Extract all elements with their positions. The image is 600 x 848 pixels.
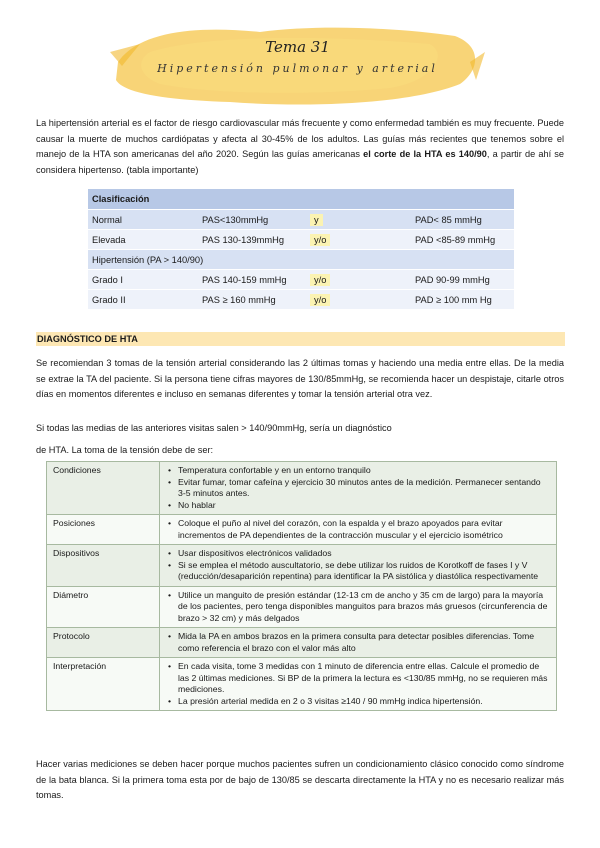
row-name: Grado I — [88, 270, 198, 290]
row-pas: PAS 140-159 mmHg — [198, 270, 306, 290]
intro-bold: el corte de la HTA es 140/90 — [363, 149, 487, 160]
table-row — [47, 658, 557, 711]
intro-text-2: , a partir de ahí se considera hipertenso. (tabla importante) — [36, 149, 564, 175]
list-item: • Mida la PA en ambos brazos en la primera consulta para detectar posibles diferencias. Tome como referencia el brazo con el valor más alto — [178, 631, 550, 654]
list-item: • La presión arterial medida en 2 o 3 visitas ≥140 / 90 mmHg indica hipertensión. — [178, 696, 550, 708]
row-conjunction: y/o — [310, 234, 330, 246]
row-label: Interpretación — [47, 658, 160, 711]
row-pas: PAS<130mmHg — [198, 210, 306, 230]
row-pad: PAD< 85 mmHg — [411, 210, 514, 230]
table-row — [47, 586, 557, 628]
page-subtitle: Hipertensión pulmonar y arterial — [157, 62, 438, 75]
table-row — [47, 628, 557, 658]
table-row — [88, 270, 514, 290]
row-pas: PAS ≥ 160 mmHg — [198, 290, 306, 310]
table-row — [47, 462, 557, 515]
list-item: • Evitar fumar, tomar cafeína y ejercicio 30 minutos antes de la medición. Permanecer sentando 3-5 minutos antes. — [178, 477, 550, 500]
row-label: Posiciones — [47, 515, 160, 545]
row-name: Normal — [88, 210, 198, 230]
intro-text-1: La hipertensión arterial es el factor de riesgo cardiovascular más frecuente y como enfermedad también es muy frecuente. Puede causar la muerte de muchos cardiópatas y afecta al 30-45% de los adultos. Las guías más recientes que tenemos sobre el manejo de la HTA son americanas del año 2020. Según las guías americanas — [36, 118, 564, 160]
list-item: • Si se emplea el método auscultatorio, se debe utilizar los ruidos de Korotkoff de fases I y V (reducción/desaparición repentina) para identificar la PA sistólica y diastólica respectivamente — [178, 560, 550, 583]
row-conjunction: y — [310, 214, 323, 226]
row-pad: PAD 90-99 mmHg — [411, 270, 514, 290]
row-name: Elevada — [88, 230, 198, 250]
list-item: • No hablar — [178, 500, 550, 512]
diagnosis-paragraph-1: Se recomiendan 3 tomas de la tensión arterial considerando las 2 últimas tomas y haciendo una media entre ellas. De la media se extrae la TA del paciente. Si la persona tiene cifras mayores de 130/85mmHg, se recomienda hacer un despistaje, citarle otros días en momentos diferentes e incluso en semanas diferentes y tomar la tensión arterial otra vez. — [36, 358, 564, 400]
row-pad: PAD <85-89 mmHg — [411, 230, 514, 250]
page-title: Tema 31 — [265, 38, 330, 56]
row-conjunction: y/o — [310, 274, 330, 286]
row-conjunction: y/o — [310, 294, 330, 306]
diagnosis-paragraph-3: de HTA. La toma de la tensión debe de ser: — [36, 445, 214, 455]
table-row — [88, 290, 514, 310]
row-label: Diámetro — [47, 586, 160, 628]
list-item: • Temperatura confortable y en un entorno tranquilo — [178, 465, 550, 477]
table-row — [88, 210, 514, 230]
classification-table — [88, 189, 514, 309]
classification-header: Clasificación — [88, 189, 514, 210]
table-row — [47, 515, 557, 545]
row-label: Condiciones — [47, 462, 160, 515]
row-pad: PAD ≥ 100 mm Hg — [411, 290, 514, 310]
row-name: Hipertensión (PA > 140/90) — [88, 250, 514, 270]
table-row — [47, 545, 557, 587]
list-item: • En cada visita, tome 3 medidas con 1 minuto de diferencia entre ellas. Calcule el promedio de las 2 últimas mediciones. Si BP de la primera la lectura es <130/85 mmHg, no se requieren más mediciones. — [178, 661, 550, 696]
measurement-conditions-table — [46, 461, 557, 711]
closing-paragraph: Hacer varias mediciones se deben hacer porque muchos pacientes sufren un condicionamiento clásico conocido como síndrome de la bata blanca. Si la primera toma esta por de bajo de 130/85 se descarta directamente la HTA y no es necesario realizar más tomas. — [36, 759, 564, 801]
list-item: • Utilice un manguito de presión estándar (12-13 cm de ancho y 35 cm de largo) para la mayoría de los pacientes, pero tenga disponibles manguitos para brazos más gruesos (circunferencia de brazo > 32 cm) y más delgados — [178, 590, 550, 625]
row-label: Dispositivos — [47, 545, 160, 587]
diagnosis-paragraph-2: Si todas las medias de las anteriores visitas salen > 140/90mmHg, sería un diagnóstico — [36, 423, 392, 433]
list-item: • Usar dispositivos electrónicos validados — [178, 548, 550, 560]
table-row — [88, 230, 514, 250]
row-pas: PAS 130-139mmHg — [198, 230, 306, 250]
list-item: • Coloque el puño al nivel del corazón, con la espalda y el brazo apoyados para evitar incrementos de PA dependientes de la contracción muscular y el ejercicio isométrico — [178, 518, 550, 541]
intro-paragraph — [36, 116, 564, 178]
row-name: Grado II — [88, 290, 198, 310]
table-row — [88, 250, 514, 270]
section-heading-diagnosis: DIAGNÓSTICO DE HTA — [36, 332, 565, 346]
row-label: Protocolo — [47, 628, 160, 658]
title-banner — [110, 22, 485, 112]
